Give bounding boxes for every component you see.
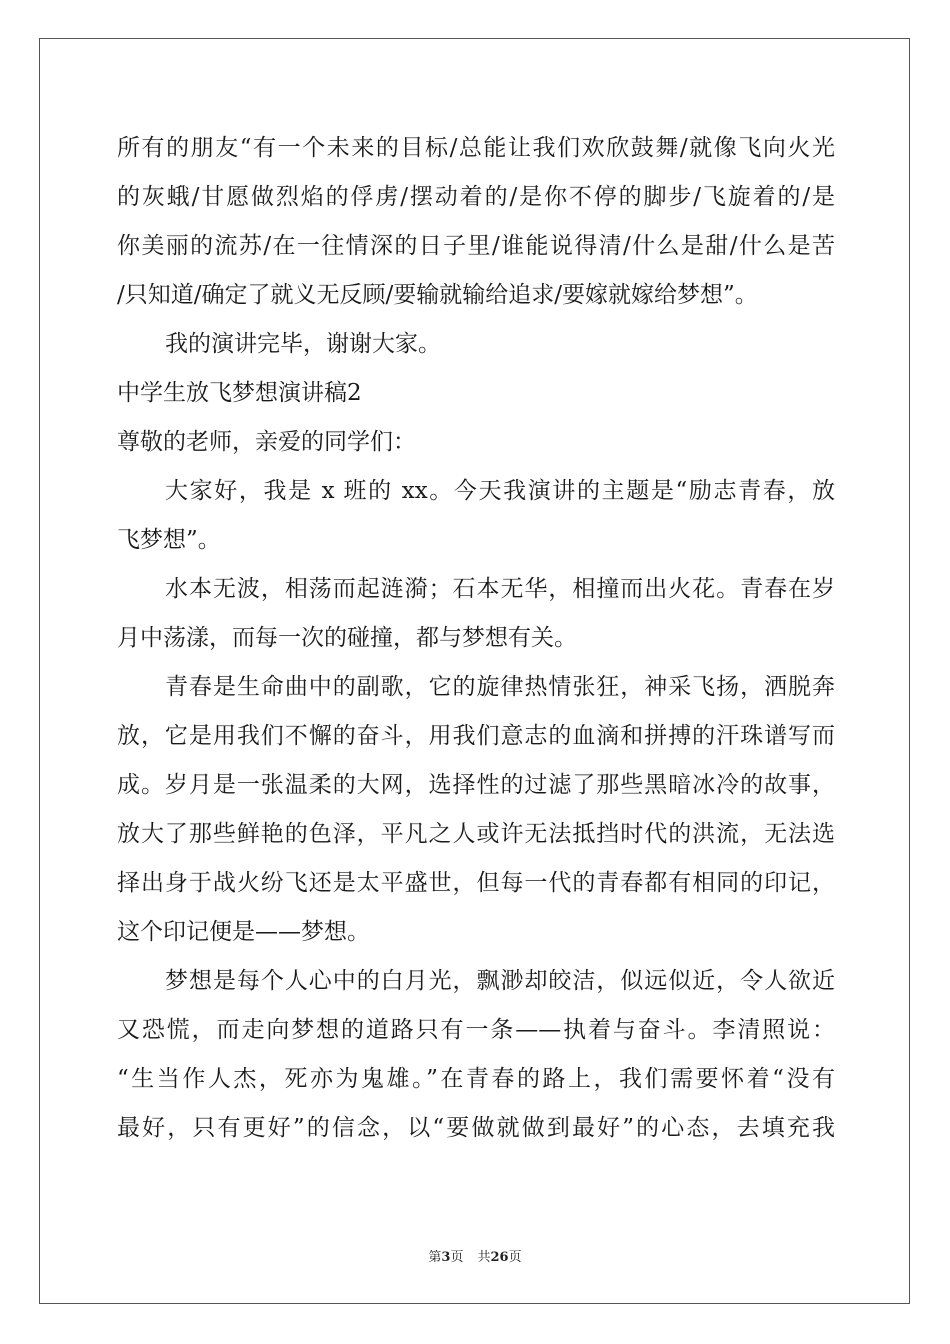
text-line: 放，它是用我们不懈的奋斗，用我们意志的血滴和拼搏的汗珠谱写而 (117, 723, 835, 749)
text-line: 梦想是每个人心中的白月光，飘渺却皎洁，似远似近，令人欲近 (165, 968, 835, 994)
page-current: 3 (441, 1250, 451, 1265)
total-suffix: 页 (508, 1250, 522, 1265)
text-line: 所有的朋友“有一个未来的目标/总能让我们欢欣鼓舞/就像飞向火光 (117, 135, 835, 161)
text-line: 水本无波，相荡而起涟漪；石本无华，相撞而出火花。青春在岁 (165, 576, 835, 602)
page-prefix: 第 (428, 1250, 442, 1265)
text-line: /只知道/确定了就义无反顾/要输就输给追求/要嫁就嫁给梦想”。 (117, 282, 758, 308)
text-line: 青春是生命曲中的副歌，它的旋律热情张狂，神采飞扬，洒脱奔 (165, 674, 835, 700)
text-line: 大家好，我是 x 班的 xx。今天我演讲的主题是“励志青春，放 (165, 478, 835, 504)
page-suffix: 页 (450, 1250, 464, 1265)
text-line: 最好，只有更好”的信念，以“要做就做到最好”的心态，去填充我 (117, 1115, 835, 1141)
text-line: 我的演讲完毕，谢谢大家。 (165, 331, 441, 357)
text-line: 这个印记便是——梦想。 (117, 919, 370, 945)
text-line: 又恐慌，而走向梦想的道路只有一条——执着与奋斗。李清照说： (117, 1017, 835, 1043)
document-body (117, 124, 835, 1153)
page-footer (0, 1246, 950, 1265)
text-line: 月中荡漾，而每一次的碰撞，都与梦想有关。 (117, 625, 577, 651)
text-line: “生当作人杰，死亦为鬼雄。”在青春的路上，我们需要怀着“没有 (117, 1066, 835, 1092)
text-line: 你美丽的流苏/在一往情深的日子里/谁能说得清/什么是甜/什么是苦 (117, 233, 835, 259)
total-prefix: 共 (477, 1250, 491, 1265)
text-line: 飞梦想”。 (117, 527, 221, 553)
salutation: 尊敬的老师，亲爱的同学们： (117, 429, 416, 455)
text-line: 放大了那些鲜艳的色泽，平凡之人或许无法抵挡时代的洪流，无法选 (117, 821, 835, 847)
text-line: 成。岁月是一张温柔的大网，选择性的过滤了那些黑暗冰冷的故事， (117, 772, 835, 798)
page-total: 26 (490, 1250, 509, 1265)
section-title: 中学生放飞梦想演讲稿2 (117, 380, 362, 406)
text-line: 择出身于战火纷飞还是太平盛世，但每一代的青春都有相同的印记， (117, 870, 835, 896)
text-line: 的灰蛾/甘愿做烈焰的俘虏/摆动着的/是你不停的脚步/飞旋着的/是 (117, 184, 835, 210)
